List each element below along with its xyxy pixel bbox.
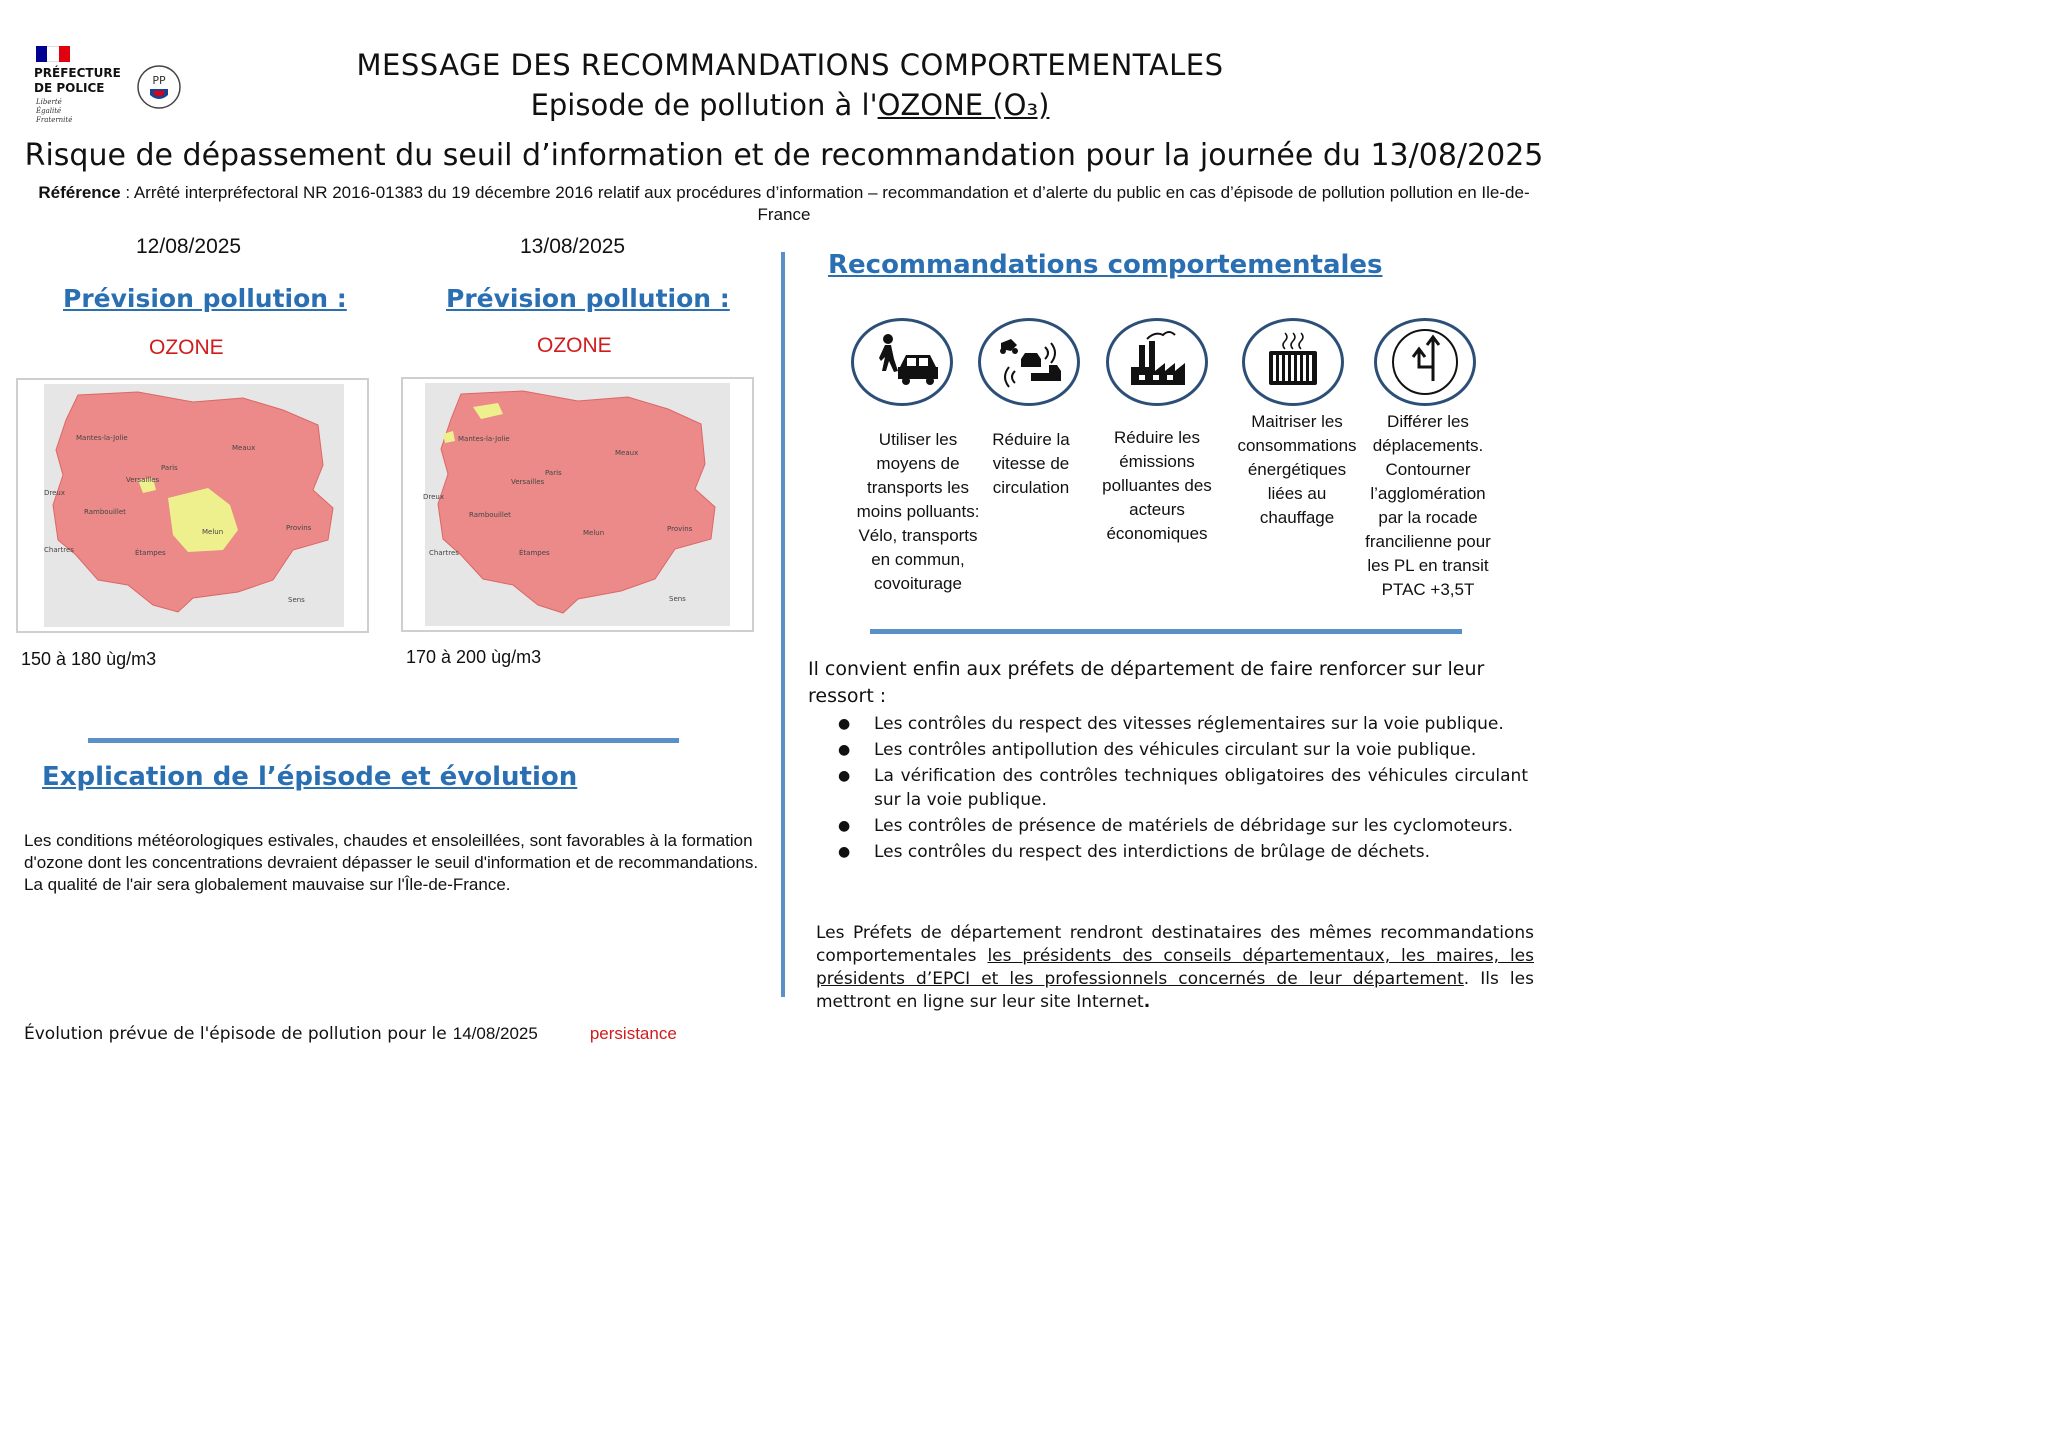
prefects-bullet-list bbox=[838, 712, 1528, 866]
recommendation-text-2: Réduire la vitesse de circulation bbox=[992, 430, 1070, 497]
recommendations-title: Recommandations comportementales bbox=[828, 250, 1383, 280]
forecast-title-2: Prévision pollution : bbox=[446, 284, 730, 313]
motto-egalite: Égalité bbox=[36, 107, 62, 115]
logo-line-2: DE POLICE bbox=[34, 81, 105, 95]
map2-label-meaux: Meaux bbox=[615, 449, 639, 457]
final-period: . bbox=[1143, 992, 1151, 1012]
map2-label-mantes: Mantes-la-Jolie bbox=[458, 435, 510, 443]
map1-label-provins: Provins bbox=[286, 524, 312, 532]
forecast-map-2 bbox=[401, 377, 754, 632]
recommendation-text-1: Utiliser les moyens de transports les moins polluants: Vélo, transports en commun, covoiturage bbox=[856, 430, 980, 593]
map2-label-rambouillet: Rambouillet bbox=[469, 511, 511, 519]
episode-title bbox=[300, 88, 1280, 122]
map1-label-meaux: Meaux bbox=[232, 444, 256, 452]
list-item: ● Les contrôles du respect des vitesses réglementaires sur la voie publique. bbox=[838, 712, 1528, 736]
explanation-text: Les conditions météorologiques estivales, chaudes et ensoleillées, sont favorables à la formation d'ozone dont les concentrations devraient dépasser le seuil d'information et de recommandations. La qualité de l'air sera globalement mauvaise sur l'Île-de-France. bbox=[24, 831, 759, 894]
map1-label-paris: Paris bbox=[161, 464, 178, 472]
motto-fraternite: Fraternité bbox=[36, 116, 73, 124]
ile-de-france-map-2 bbox=[403, 379, 752, 630]
factory-icon bbox=[1106, 318, 1208, 406]
risk-headline: Risque de dépassement du seuil d’information et de recommandation pour la journée du 13/08/2025 bbox=[24, 138, 1544, 173]
motto-liberte: Liberté bbox=[36, 98, 62, 106]
police-badge-icon bbox=[136, 64, 182, 110]
list-item: ● Les contrôles du respect des interdictions de brûlage de déchets. bbox=[838, 840, 1528, 864]
logo-motto bbox=[36, 98, 96, 125]
map2-label-dreux: Dreux bbox=[423, 493, 444, 501]
detour-sign-icon bbox=[1374, 318, 1476, 406]
speed-radar-icon bbox=[978, 318, 1080, 406]
forecast-pollutant-2: OZONE bbox=[537, 334, 612, 357]
episode-title-prefix: Episode de pollution à l' bbox=[530, 88, 878, 122]
map1-label-chartres: Chartres bbox=[44, 546, 74, 554]
recommendation-text-5: Différer les déplacements. Contourner l’agglomération par la rocade francilienne pour les PL en transit PTAC +3,5T bbox=[1365, 412, 1491, 599]
forecast-map-1 bbox=[16, 378, 369, 633]
map1-label-versailles: Versailles bbox=[126, 476, 160, 484]
forecast-range-1: 150 à 180 ùg/m3 bbox=[21, 649, 157, 669]
recommendation-text-3: Réduire les émissions polluantes des acteurs économiques bbox=[1102, 428, 1212, 543]
final-part-1: Les Préfets de département rendront destinataires des mêmes recommandations comportementales bbox=[816, 923, 1534, 966]
column-separator bbox=[781, 252, 785, 997]
list-item: ● La vérification des contrôles techniques obligatoires des véhicules circulant sur la voie publique. bbox=[838, 764, 1528, 812]
map2-label-paris: Paris bbox=[545, 469, 562, 477]
radiator-icon bbox=[1242, 318, 1344, 406]
map2-label-melun: Melun bbox=[583, 529, 605, 537]
map1-label-dreux: Dreux bbox=[44, 489, 65, 497]
prefecture-logo-text bbox=[34, 66, 144, 96]
forecast-pollutant-1: OZONE bbox=[149, 336, 224, 359]
map1-label-melun: Melun bbox=[202, 528, 224, 536]
left-divider bbox=[88, 738, 679, 743]
evolution-status: persistance bbox=[589, 1024, 677, 1043]
marianne-flag-icon bbox=[36, 46, 70, 62]
evolution-date: 14/08/2025 bbox=[452, 1024, 538, 1043]
right-divider bbox=[870, 629, 1462, 634]
evolution-line bbox=[24, 1024, 677, 1044]
map1-label-etampes: Étampes bbox=[135, 549, 166, 557]
map2-label-etampes: Étampes bbox=[519, 549, 550, 557]
reference-text bbox=[20, 182, 1548, 226]
map1-label-sens: Sens bbox=[288, 596, 305, 604]
map2-label-sens: Sens bbox=[669, 595, 686, 603]
episode-pollutant: OZONE (O₃) bbox=[877, 88, 1050, 122]
pedestrian-car-icon bbox=[851, 318, 953, 406]
final-recipients: les présidents des conseils départementaux, les maires, les présidents d’EPCI et les professionnels concernés de leur département bbox=[816, 946, 1534, 989]
forecast-date-1: 12/08/2025 bbox=[136, 235, 242, 258]
final-part-2: . Ils les mettront en ligne sur leur site Internet bbox=[816, 969, 1534, 1012]
badge-text: PP bbox=[152, 74, 166, 87]
map1-label-mantes: Mantes-la-Jolie bbox=[76, 434, 128, 442]
list-item: ● Les contrôles de présence de matériels de débridage sur les cyclomoteurs. bbox=[838, 814, 1528, 838]
forecast-range-2: 170 à 200 ùg/m3 bbox=[406, 647, 542, 667]
map2-label-versailles: Versailles bbox=[511, 478, 545, 486]
forecast-title-1: Prévision pollution : bbox=[63, 284, 347, 313]
reference-label: Référence bbox=[38, 183, 121, 202]
prefects-intro: Il convient enfin aux préfets de département de faire renforcer sur leur ressort : bbox=[808, 658, 1485, 707]
list-item: ● Les contrôles antipollution des véhicules circulant sur la voie publique. bbox=[838, 738, 1528, 762]
explanation-title: Explication de l’épisode et évolution bbox=[42, 762, 578, 792]
evolution-label: Évolution prévue de l'épisode de pollution pour le bbox=[24, 1024, 447, 1044]
map1-label-rambouillet: Rambouillet bbox=[84, 508, 126, 516]
recommendation-text-4: Maitriser les consommations énergétiques liées au chauffage bbox=[1237, 412, 1357, 527]
prefects-final-paragraph bbox=[816, 922, 1534, 1014]
map2-label-provins: Provins bbox=[667, 525, 693, 533]
reference-body: : Arrêté interpréfectoral NR 2016-01383 du 19 décembre 2016 relatif aux procédures d’information – recommandation et d’alerte du public en cas d’épisode de pollution pollution en Ile-de-France bbox=[120, 183, 1530, 224]
main-title: MESSAGE DES RECOMMANDATIONS COMPORTEMENTALES bbox=[356, 48, 1224, 82]
map2-label-chartres: Chartres bbox=[429, 549, 459, 557]
forecast-date-2: 13/08/2025 bbox=[520, 235, 626, 258]
ile-de-france-map-1 bbox=[18, 380, 367, 631]
logo-line-1: PRÉFECTURE bbox=[34, 66, 121, 80]
